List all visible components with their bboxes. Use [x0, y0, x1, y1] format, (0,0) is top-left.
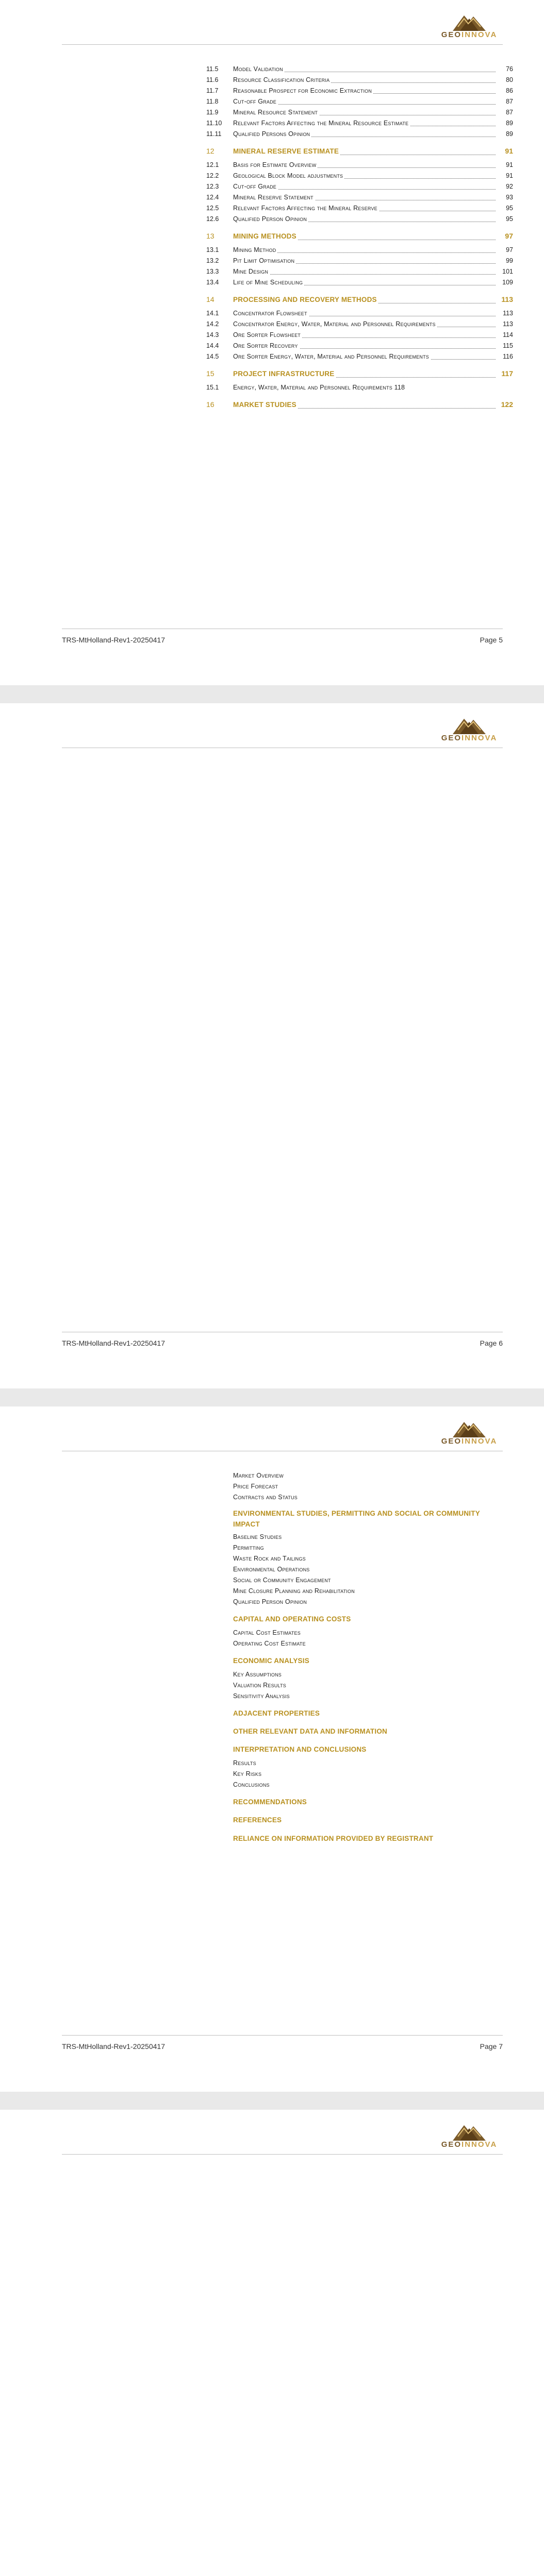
entry-title: [233, 171, 496, 181]
toc-entry-number: 15: [206, 369, 215, 378]
entry-title-text: ENVIRONMENTAL STUDIES, PERMITTING AND SOCIAL OR COMMUNITY IMPACT: [233, 1510, 480, 1528]
entry-title-text: RELIANCE ON INFORMATION PROVIDED BY REGISTRANT: [233, 1835, 435, 1842]
entry-title-text: Social or Community Engagement: [233, 1577, 333, 1584]
geoinnova-logo: [436, 1418, 503, 1451]
entry-page-number: 97: [505, 232, 513, 240]
entry-page-number: 93: [506, 194, 513, 201]
mountain-logo-icon: [453, 2121, 486, 2141]
entry-page-number: 80: [506, 76, 513, 83]
mountain-logo-icon: [453, 715, 486, 734]
toc-entry-number: 15.1: [206, 384, 219, 391]
entry-title-text: Cut-off Grade: [233, 183, 278, 190]
toc-entry-number: 14.2: [206, 320, 219, 328]
entry-page-number: 116: [503, 353, 513, 360]
toc-section-entry[interactable]: [206, 145, 513, 158]
entry-title-text: Relevant Factors Affecting the Mineral Reserve: [233, 205, 379, 212]
toc-section-entry[interactable]: [206, 293, 513, 306]
entry-title: [233, 75, 496, 86]
entry-title-text: Baseline Studies: [233, 1533, 283, 1540]
entry-title: [233, 266, 496, 277]
toc-subsection-entry[interactable]: [206, 382, 513, 393]
entry-title: [233, 294, 496, 306]
toc-entry-number: 12.6: [206, 215, 219, 223]
entry-page-number: 87: [506, 109, 513, 116]
entry-title-text: Key Risks: [233, 1770, 263, 1777]
toc-subsection-entry[interactable]: [206, 351, 513, 362]
geoinnova-logo: [436, 11, 503, 44]
document-page-5: [0, 0, 544, 685]
toc-subsection-entry[interactable]: [206, 64, 513, 75]
toc-entry-number: 11.8: [206, 98, 219, 105]
entry-title-text: Key Assumptions: [233, 1671, 283, 1678]
toc-subsection-entry[interactable]: [206, 330, 513, 341]
entry-title: [233, 96, 496, 107]
toc-subsection-entry[interactable]: [206, 192, 513, 203]
entry-title-text: Mine Closure Planning and Rehabilitation: [233, 1587, 356, 1595]
toc-entry-number: 14.1: [206, 310, 219, 317]
toc-section-entry[interactable]: [206, 230, 513, 243]
entry-title-text: Basis for Estimate Overview: [233, 161, 318, 168]
toc-subsection-entry[interactable]: [206, 203, 513, 214]
logo-wordmark: GEOINNOVA: [441, 734, 498, 742]
entry-title: [233, 245, 496, 256]
entry-title-text: Energy, Water, Material and Personnel Requirements 118: [233, 384, 406, 391]
toc-subsection-entry[interactable]: [206, 171, 513, 181]
entry-title-text: Mineral Reserve Statement: [233, 194, 315, 201]
toc-entry-number: 14.3: [206, 331, 219, 338]
entry-title-text: Mineral Resource Statement: [233, 109, 319, 116]
entry-title: [233, 368, 496, 380]
entry-title-text: MARKET STUDIES: [233, 401, 298, 409]
toc-subsection-entry[interactable]: [206, 341, 513, 351]
header-rule: [62, 44, 503, 45]
entry-page-number: 115: [503, 342, 513, 349]
entry-title-text: Ore Sorter Recovery: [233, 342, 300, 349]
entry-page-number: 95: [506, 215, 513, 223]
entry-title-text: Reasonable Prospect for Economic Extraction: [233, 87, 373, 94]
entry-title-text: REFERENCES: [233, 1816, 283, 1824]
entry-title-text: PROJECT INFRASTRUCTURE: [233, 370, 336, 378]
entry-title-text: Environmental Operations: [233, 1566, 311, 1573]
entry-title-text: Life of Mine Scheduling: [233, 279, 304, 286]
toc-entry-number: 12.4: [206, 194, 219, 201]
entry-page-number: 91: [506, 161, 513, 168]
toc-subsection-entry[interactable]: [206, 86, 513, 96]
toc-subsection-entry[interactable]: [206, 277, 513, 288]
entry-title: [233, 256, 496, 266]
entry-page-number: 76: [506, 65, 513, 73]
toc-entry-number: 11.10: [206, 120, 222, 127]
entry-page-number: 91: [506, 172, 513, 179]
entry-page-number: 97: [506, 246, 513, 253]
toc-entry-number: 12.3: [206, 183, 219, 190]
toc-entry-number: 12.5: [206, 205, 219, 212]
entry-page-number: 91: [505, 147, 513, 155]
entry-title-text: Qualified Person Opinion: [233, 215, 308, 223]
toc-entry-number: 13.1: [206, 246, 219, 253]
entry-title-text: Operating Cost Estimate: [233, 1640, 307, 1647]
toc-subsection-entry[interactable]: [206, 245, 513, 256]
toc-entry-number: 12.1: [206, 161, 219, 168]
entry-title: [233, 145, 496, 158]
entry-title: [233, 399, 496, 411]
entry-page-number: 113: [503, 310, 513, 317]
toc-entry-number: 13: [206, 232, 215, 240]
logo-wordmark: GEOINNOVA: [441, 1437, 498, 1446]
entry-title: [233, 160, 496, 171]
toc-subsection-entry[interactable]: [206, 181, 513, 192]
entry-title: [233, 129, 496, 140]
entry-title: [233, 214, 496, 225]
entry-title: [233, 351, 496, 362]
geoinnova-logo: [436, 2121, 503, 2154]
logo-wordmark: GEOINNOVA: [441, 30, 498, 39]
entry-title-text: OTHER RELEVANT DATA AND INFORMATION: [233, 1727, 389, 1735]
entry-title: [233, 118, 496, 129]
entry-title-text: PROCESSING AND RECOVERY METHODS: [233, 296, 378, 303]
toc-subsection-entry[interactable]: [206, 118, 513, 129]
entry-title-text: Ore Sorter Energy, Water, Material and Personnel Requirements: [233, 353, 431, 360]
toc-entry-number: 12.2: [206, 172, 219, 179]
footer-doc-ref: TRS-MtHolland-Rev1-20250417: [62, 2042, 165, 2050]
entry-page-number: 86: [506, 87, 513, 94]
entry-title-text: Cut-off Grade: [233, 98, 278, 105]
entry-title-text: ECONOMIC ANALYSIS: [233, 1657, 311, 1665]
entry-page-number: 113: [503, 320, 513, 328]
entry-title-text: Qualified Person Opinion: [233, 1598, 308, 1605]
entry-page-number: 113: [501, 295, 513, 303]
toc-entry-number: 12: [206, 147, 215, 155]
entry-title-text: Mining Method: [233, 246, 277, 253]
entry-title-text: MINING METHODS: [233, 232, 298, 240]
toc-subsection-entry[interactable]: [206, 96, 513, 107]
entry-title-text: MINERAL RESERVE ESTIMATE: [233, 147, 340, 155]
entry-title-text: Relevant Factors Affecting the Mineral Resource Estimate: [233, 120, 410, 127]
entry-title: [233, 192, 496, 203]
toc-entry-number: 13.2: [206, 257, 219, 264]
toc-section-entry[interactable]: [206, 367, 513, 380]
entry-page-number: 109: [502, 279, 513, 286]
toc-entry-number: 13.4: [206, 279, 219, 286]
entry-title-text: Concentrator Flowsheet: [233, 310, 309, 317]
mountain-logo-icon: [453, 1418, 486, 1437]
footer-doc-ref: TRS-MtHolland-Rev1-20250417: [62, 636, 165, 644]
table-of-contents: [206, 64, 513, 413]
entry-title-text: RECOMMENDATIONS: [233, 1798, 308, 1806]
entry-title-text: Concentrator Energy, Water, Material and Personnel Requirements: [233, 320, 437, 328]
toc-entry-number: 11.5: [206, 65, 219, 73]
entry-title: [233, 64, 496, 75]
toc-entry-number: 11.9: [206, 109, 219, 116]
toc-entry-number: 11.7: [206, 87, 219, 94]
footer-page-number: Page 7: [480, 2042, 503, 2050]
toc-entry-number: 13.3: [206, 268, 219, 275]
entry-title-text: Valuation Results: [233, 1682, 288, 1689]
entry-page-number: 87: [506, 98, 513, 105]
entry-title-text: Ore Sorter Flowsheet: [233, 331, 302, 338]
entry-title-text: ADJACENT PROPERTIES: [233, 1709, 321, 1717]
entry-title-text: Sensitivity Analysis: [233, 1692, 291, 1700]
entry-title-text: Resource Classification Criteria: [233, 76, 331, 83]
entry-title: [233, 203, 496, 214]
entry-title: [233, 107, 496, 118]
entry-title-text: Price Forecast: [233, 1483, 279, 1490]
toc-subsection-entry[interactable]: [206, 75, 513, 86]
entry-title-text: Results: [233, 1759, 258, 1767]
footer-page-number: Page 6: [480, 1339, 503, 1347]
entry-title-text: Permitting: [233, 1544, 266, 1551]
entry-page-number: 89: [506, 130, 513, 138]
toc-subsection-entry[interactable]: [206, 308, 513, 319]
entry-title: [233, 341, 496, 351]
entry-page-number: 95: [506, 205, 513, 212]
entry-page-number: 99: [506, 257, 513, 264]
entry-title: [233, 277, 496, 288]
entry-title-text: Capital Cost Estimates: [233, 1629, 302, 1636]
entry-title: [233, 86, 496, 96]
entry-title: [233, 308, 496, 319]
toc-section-entry[interactable]: [206, 398, 513, 411]
toc-subsection-entry[interactable]: [206, 129, 513, 140]
entry-page-number: 114: [503, 331, 513, 338]
geoinnova-logo: [436, 715, 503, 748]
entry-title-text: Mine Design: [233, 268, 270, 275]
toc-entry-number: 14.5: [206, 353, 219, 360]
toc-entry-number: 11.6: [206, 76, 219, 83]
entry-title: [233, 230, 496, 243]
footer-rule: [62, 2035, 503, 2036]
entry-page-number: 92: [506, 183, 513, 190]
entry-title-text: Pit Limit Optimisation: [233, 257, 296, 264]
toc-subsection-entry[interactable]: [206, 319, 513, 330]
entry-title-text: Waste Rock and Tailings: [233, 1555, 307, 1562]
toc-entry-number: 14: [206, 295, 215, 303]
entry-title-text: Geological Block Model adjustments: [233, 172, 344, 179]
entry-title: [233, 330, 496, 341]
entry-page-number: 101: [502, 268, 513, 275]
entry-title: [233, 382, 496, 393]
toc-subsection-entry[interactable]: [206, 107, 513, 118]
toc-subsection-entry[interactable]: [206, 160, 513, 171]
entry-page-number: 122: [501, 400, 513, 409]
entry-title-text: Market Overview: [233, 1472, 285, 1479]
entry-title-text: CAPITAL AND OPERATING COSTS: [233, 1615, 352, 1623]
toc-subsection-entry[interactable]: [206, 214, 513, 225]
document-page-8: [0, 2110, 544, 2576]
entry-title-text: Conclusions: [233, 1781, 271, 1788]
entry-title-text: INTERPRETATION AND CONCLUSIONS: [233, 1745, 368, 1753]
toc-entry-number: 16: [206, 400, 215, 409]
entry-title: [233, 319, 496, 330]
footer-doc-ref: TRS-MtHolland-Rev1-20250417: [62, 1339, 165, 1347]
toc-entry-number: 14.4: [206, 342, 219, 349]
document-page-6: [0, 703, 544, 1842]
entry-page-number: 89: [506, 120, 513, 127]
entry-page-number: 117: [501, 369, 513, 378]
toc-subsection-entry[interactable]: [206, 266, 513, 277]
entry-title-text: Contracts and Status: [233, 1494, 299, 1501]
entry-title: [233, 181, 496, 192]
footer-page-number: Page 5: [480, 636, 503, 644]
entry-title-text: Qualified Persons Opinion: [233, 130, 311, 138]
logo-wordmark: GEOINNOVA: [441, 2140, 498, 2149]
header-rule: [62, 2154, 503, 2155]
toc-subsection-entry[interactable]: [206, 256, 513, 266]
entry-title-text: Model Validation: [233, 65, 285, 73]
toc-entry-number: 11.11: [206, 130, 222, 138]
mountain-logo-icon: [453, 11, 486, 31]
